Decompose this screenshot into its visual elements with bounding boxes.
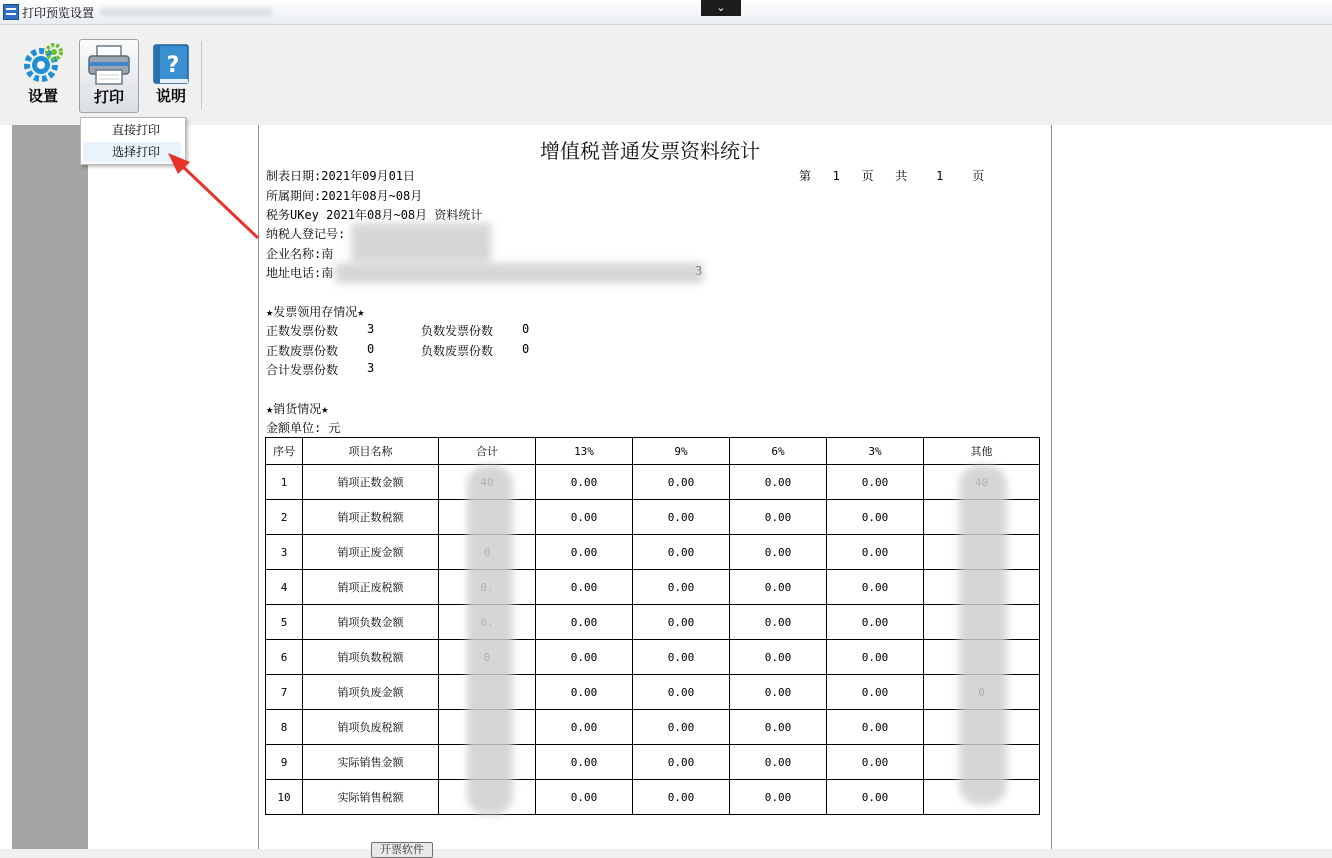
unit-line: 金额单位: 元 (266, 421, 341, 435)
table-cell-r6: 0.00 (730, 535, 827, 570)
redacted-taxpayer (351, 223, 491, 263)
stat-label: 负数废票份数 (421, 344, 494, 358)
table-cell-name: 销项正废税额 (303, 570, 439, 605)
table-cell-r13: 0.00 (536, 500, 633, 535)
column-header: 9% (633, 438, 730, 465)
table-row (266, 570, 1040, 605)
table-cell-r3: 0.00 (827, 780, 924, 815)
table-row (266, 710, 1040, 745)
column-header: 6% (730, 438, 827, 465)
collapse-button[interactable]: ⌄ (701, 0, 741, 16)
table-cell-r9: 0.00 (633, 780, 730, 815)
table-cell-r3: 0.00 (827, 500, 924, 535)
taxpayer-label: 纳税人登记号: (266, 227, 346, 241)
table-row (266, 745, 1040, 780)
gear-icon (14, 41, 72, 85)
stat-value: 0 (367, 342, 375, 356)
window-title: 打印预览设置 (22, 6, 95, 20)
svg-text:?: ? (166, 53, 180, 78)
table-cell-no: 1 (266, 465, 303, 500)
table-row (266, 780, 1040, 815)
print-label: 打印 (93, 88, 124, 106)
toolbar-separator (201, 41, 202, 109)
table-cell-r9: 0.00 (633, 605, 730, 640)
column-header: 序号 (266, 438, 303, 465)
title-bar (0, 0, 1332, 25)
table-cell-r6: 0.00 (730, 745, 827, 780)
table-cell-name: 销项负数金额 (303, 605, 439, 640)
table-cell-name: 销项正数金额 (303, 465, 439, 500)
table-row (266, 605, 1040, 640)
sales-table (265, 437, 1040, 815)
company-label: 企业名称:南 (266, 247, 334, 261)
table-cell-name: 销项正废金额 (303, 535, 439, 570)
table-cell-no: 2 (266, 500, 303, 535)
table-cell-r13: 0.00 (536, 465, 633, 500)
stat-value: 0 (522, 342, 530, 356)
table-cell-r9: 0.00 (633, 500, 730, 535)
table-cell-name: 销项负数税额 (303, 640, 439, 675)
toolbar (0, 25, 1332, 119)
title-redacted (100, 8, 272, 16)
help-label: 说明 (155, 87, 186, 105)
menu-item-select-print[interactable]: 选择打印 (83, 142, 181, 162)
bottom-partial-button[interactable]: 开票软件 (371, 842, 433, 858)
app-icon (3, 4, 19, 20)
help-book-icon (142, 41, 200, 87)
table-cell-r6: 0.00 (730, 605, 827, 640)
page-info: 第 1 页 共 1 页 (799, 169, 985, 183)
table-cell-r3: 0.00 (827, 745, 924, 780)
table-cell-r13: 0.00 (536, 710, 633, 745)
column-header: 合计 (439, 438, 536, 465)
table-cell-name: 实际销售金额 (303, 745, 439, 780)
table-cell-r6: 0.00 (730, 500, 827, 535)
section-invoice-title: ★发票领用存情况★ (266, 305, 365, 319)
table-row (266, 640, 1040, 675)
table-cell-r13: 0.00 (536, 745, 633, 780)
table-cell-name: 销项负废金额 (303, 675, 439, 710)
table-cell-no: 4 (266, 570, 303, 605)
section-sales-title: ★销货情况★ (266, 402, 329, 416)
printer-icon (80, 42, 138, 88)
table-cell-no: 6 (266, 640, 303, 675)
table-cell-r6: 0.00 (730, 780, 827, 815)
table-row (266, 500, 1040, 535)
redacted-other-column (959, 465, 1007, 805)
table-cell-r9: 0.00 (633, 465, 730, 500)
print-dropdown-menu (80, 117, 186, 165)
table-header-row (266, 438, 1040, 465)
stat-value: 0 (522, 322, 530, 336)
settings-button[interactable] (14, 39, 72, 111)
table-row (266, 675, 1040, 710)
table-cell-r6: 0.00 (730, 640, 827, 675)
table-cell-r13: 0.00 (536, 640, 633, 675)
table-cell-r3: 0.00 (827, 675, 924, 710)
table-cell-no: 9 (266, 745, 303, 780)
redacted-total-column (467, 465, 513, 815)
table-cell-r9: 0.00 (633, 640, 730, 675)
table-cell-no: 10 (266, 780, 303, 815)
stat-label: 正数废票份数 (266, 344, 339, 358)
address-label: 地址电话:南 (266, 266, 334, 280)
table-cell-no: 7 (266, 675, 303, 710)
help-button[interactable] (142, 39, 200, 111)
stat-value: 3 (367, 322, 375, 336)
table-cell-r3: 0.00 (827, 640, 924, 675)
period-line: 所属期间:2021年08月~08月 (266, 189, 423, 203)
stat-value: 3 (367, 361, 375, 375)
stat-label: 正数发票份数 (266, 324, 339, 338)
stat-label: 负数发票份数 (421, 324, 494, 338)
table-cell-name: 销项负废税额 (303, 710, 439, 745)
table-cell-r6: 0.00 (730, 465, 827, 500)
table-cell-r13: 0.00 (536, 535, 633, 570)
table-cell-r9: 0.00 (633, 570, 730, 605)
redacted-address (335, 263, 703, 283)
table-cell-r13: 0.00 (536, 570, 633, 605)
table-cell-no: 3 (266, 535, 303, 570)
table-row (266, 535, 1040, 570)
menu-item-direct-print[interactable]: 直接打印 (112, 123, 161, 137)
table-cell-r13: 0.00 (536, 780, 633, 815)
table-cell-r3: 0.00 (827, 570, 924, 605)
table-cell-r3: 0.00 (827, 710, 924, 745)
table-cell-r13: 0.00 (536, 605, 633, 640)
column-header: 3% (827, 438, 924, 465)
table-cell-r13: 0.00 (536, 675, 633, 710)
column-header: 其他 (924, 438, 1040, 465)
report-title: 增值税普通发票资料统计 (540, 139, 760, 163)
table-row (266, 465, 1040, 500)
preview-margin (12, 125, 88, 849)
column-header: 13% (536, 438, 633, 465)
ukey-line: 税务UKey 2021年08月~08月 资料统计 (266, 208, 483, 222)
table-cell-r3: 0.00 (827, 465, 924, 500)
table-cell-r9: 0.00 (633, 675, 730, 710)
table-cell-r9: 0.00 (633, 535, 730, 570)
report-page (258, 125, 1052, 849)
table-cell-r3: 0.00 (827, 535, 924, 570)
table-cell-no: 5 (266, 605, 303, 640)
table-cell-no: 8 (266, 710, 303, 745)
date-line: 制表日期:2021年09月01日 (266, 169, 416, 183)
table-cell-name: 销项正数税额 (303, 500, 439, 535)
table-cell-r3: 0.00 (827, 605, 924, 640)
table-cell-r9: 0.00 (633, 745, 730, 780)
table-cell-r6: 0.00 (730, 675, 827, 710)
settings-label: 设置 (27, 87, 58, 105)
stat-label: 合计发票份数 (266, 363, 339, 377)
table-cell-r6: 0.00 (730, 570, 827, 605)
table-cell-r9: 0.00 (633, 710, 730, 745)
table-cell-r6: 0.00 (730, 710, 827, 745)
print-button[interactable] (79, 39, 139, 113)
table-cell-name: 实际销售税额 (303, 780, 439, 815)
column-header: 项目名称 (303, 438, 439, 465)
